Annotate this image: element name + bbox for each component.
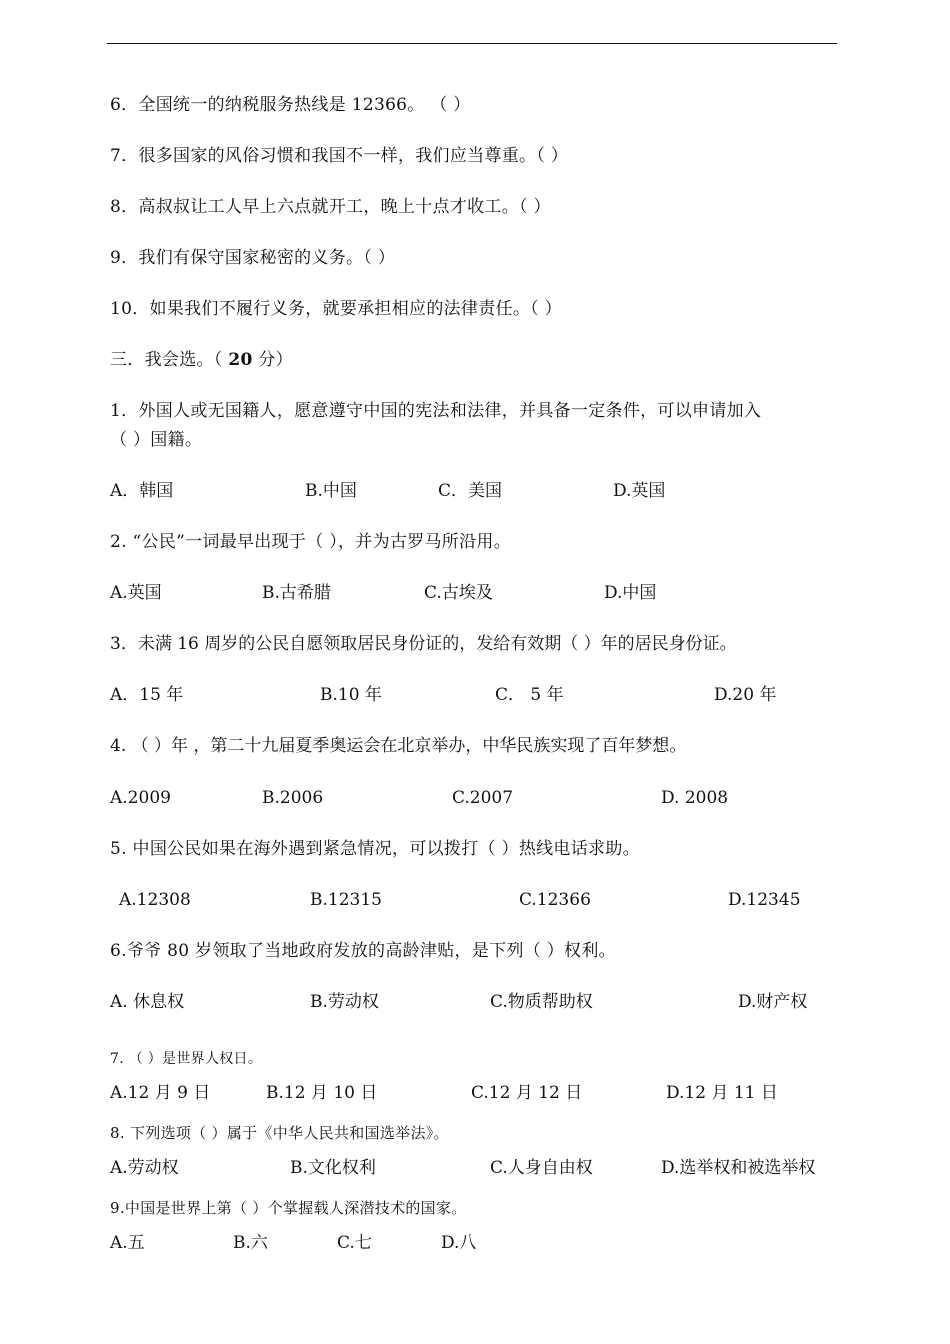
q2-option-c: C.古埃及 bbox=[424, 583, 493, 603]
section-heading-prefix: 三．我会选。（ bbox=[110, 350, 229, 370]
q4-option-d: D. 2008 bbox=[661, 788, 729, 808]
question-6-stem: 6.爷爷 80 岁领取了当地政府发放的高龄津贴，是下列（ ）权利。 bbox=[110, 941, 616, 961]
q8-option-d: D.选举权和被选举权 bbox=[661, 1158, 816, 1178]
q4-option-c: C.2007 bbox=[452, 788, 514, 808]
q3-option-b: B.10 年 bbox=[320, 685, 382, 705]
q7-option-b: B.12 月 10 日 bbox=[266, 1083, 378, 1103]
question-1-stem: 1．外国人或无国籍人，愿意遵守中国的宪法和法律，并具备一定条件，可以申请加入 bbox=[110, 401, 762, 421]
q9-option-c: C.七 bbox=[337, 1233, 372, 1253]
q6-option-b: B.劳动权 bbox=[310, 992, 379, 1012]
question-9-stem: 9.中国是世界上第（ ）个掌握载人深潜技术的国家。 bbox=[110, 1199, 467, 1217]
q5-option-d: D.12345 bbox=[728, 890, 801, 910]
question-1-stem-cont: （ ）国籍。 bbox=[110, 430, 203, 450]
question-3-stem: 3．未满 16 周岁的公民自愿领取居民身份证的，发给有效期（ ）年的居民身份证。 bbox=[110, 634, 737, 654]
q3-option-a: A．15 年 bbox=[110, 685, 184, 705]
q4-option-b: B.2006 bbox=[262, 788, 324, 808]
question-7-stem: 7. （ ）是世界人权日。 bbox=[110, 1051, 263, 1067]
q8-option-c: C.人身自由权 bbox=[490, 1158, 593, 1178]
header-rule bbox=[107, 43, 837, 44]
judge-item-6: 6．全国统一的纳税服务热线是 12366。 （ ） bbox=[110, 95, 471, 115]
q4-option-a: A.2009 bbox=[110, 788, 171, 808]
q8-option-b: B.文化权利 bbox=[290, 1158, 376, 1178]
q5-option-b: B.12315 bbox=[310, 890, 382, 910]
q3-option-c: C． 5 年 bbox=[495, 685, 564, 705]
q1-option-a: A．韩国 bbox=[110, 481, 174, 501]
question-2-stem: 2. “公民”一词最早出现于（ ），并为古罗马所沿用。 bbox=[110, 532, 512, 552]
q2-option-d: D.中国 bbox=[604, 583, 657, 603]
q9-option-b: B.六 bbox=[233, 1233, 268, 1253]
q7-option-a: A.12 月 9 日 bbox=[110, 1083, 211, 1103]
judge-item-10: 10．如果我们不履行义务，就要承担相应的法律责任。（ ） bbox=[110, 299, 562, 319]
judge-item-8: 8．高叔叔让工人早上六点就开工，晚上十点才收工。（ ） bbox=[110, 197, 551, 217]
section-points: 20 bbox=[228, 350, 253, 370]
q3-option-d: D.20 年 bbox=[714, 685, 777, 705]
question-4-stem: 4. （ ）年 ，第二十九届夏季奥运会在北京举办，中华民族实现了百年梦想。 bbox=[110, 736, 687, 756]
q7-option-c: C.12 月 12 日 bbox=[471, 1083, 583, 1103]
section-heading-suffix: 分） bbox=[252, 350, 293, 370]
section-heading bbox=[110, 349, 293, 371]
q9-option-a: A.五 bbox=[110, 1233, 145, 1253]
q6-option-c: C.物质帮助权 bbox=[490, 992, 593, 1012]
q1-option-b: B.中国 bbox=[305, 481, 357, 501]
q7-option-d: D.12 月 11 日 bbox=[666, 1083, 778, 1103]
q6-option-d: D.财产权 bbox=[738, 992, 808, 1012]
q8-option-a: A.劳动权 bbox=[110, 1158, 179, 1178]
judge-item-9: 9．我们有保守国家秘密的义务。（ ） bbox=[110, 248, 396, 268]
q5-option-a: A.12308 bbox=[119, 890, 191, 910]
judge-item-7: 7．很多国家的风俗习惯和我国不一样，我们应当尊重。（ ） bbox=[110, 146, 569, 166]
q9-option-d: D.八 bbox=[441, 1233, 477, 1253]
question-8-stem: 8. 下列选项（ ）属于《中华人民共和国选举法》。 bbox=[110, 1124, 449, 1142]
q5-option-c: C.12366 bbox=[519, 890, 591, 910]
q1-option-d: D.英国 bbox=[613, 481, 666, 501]
q6-option-a: A. 休息权 bbox=[110, 992, 185, 1012]
question-5-stem: 5. 中国公民如果在海外遇到紧急情况，可以拨打（ ）热线电话求助。 bbox=[110, 839, 640, 859]
q2-option-b: B.古希腊 bbox=[262, 583, 331, 603]
q1-option-c: C．美国 bbox=[438, 481, 503, 501]
q2-option-a: A.英国 bbox=[110, 583, 162, 603]
